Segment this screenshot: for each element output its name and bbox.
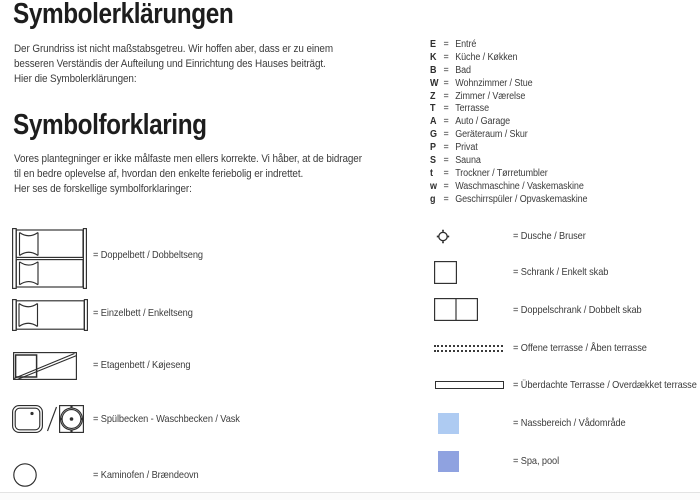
equals-sign: = (443, 180, 449, 192)
cabinet-icon (434, 261, 457, 284)
double-cabinet-icon (434, 298, 478, 321)
symbol-label: = Offene terrasse / Åben terrasse (513, 342, 647, 354)
legend-letter: K (430, 51, 437, 63)
open-terrace-icon (434, 345, 503, 352)
wood-stove-icon (13, 463, 37, 487)
symbol-label: = Überdachte Terrasse / Overdækket terrasse (513, 379, 697, 391)
intro-line: Der Grundriss ist nicht maßstabsgetreu. Wir hoffen aber, dass er zu einem (14, 43, 333, 55)
legend-letter: Z (430, 90, 436, 102)
slash-separator-icon (45, 405, 59, 433)
legend-definition: Küche / Køkken (455, 51, 518, 63)
letter-legend-row (430, 193, 587, 206)
equals-sign: = (443, 77, 449, 89)
wet-area-swatch (438, 413, 459, 434)
legend-letter: E (430, 38, 437, 50)
intro-line: besseren Verständis der Aufteilung und Einrichtung des Hauses beiträgt. (14, 58, 326, 70)
page-title-danish: Symbolforklaring (13, 109, 207, 141)
equals-sign: = (443, 142, 449, 154)
legend-definition: Zimmer / Værelse (455, 90, 526, 102)
symbol-label: = Kaminofen / Brændeovn (93, 469, 199, 481)
letter-legend-row (430, 51, 587, 64)
letter-legend-row (430, 77, 587, 90)
symbol-label: = Dusche / Bruser (513, 230, 586, 242)
legend-definition: Geschirrspüler / Opvaskemaskine (455, 193, 588, 205)
legend-definition: Sauna (455, 154, 481, 166)
letter-legend-row (430, 38, 587, 51)
legend-definition: Geräteraum / Skur (455, 129, 528, 141)
legend-letter: T (430, 103, 436, 115)
letter-legend-row (430, 90, 587, 103)
legend-definition: Waschmaschine / Vaskemaskine (455, 180, 584, 192)
intro-line: Vores plantegninger er ikke målfaste men ellers korrekte. Vi håber, at de bidrager (14, 153, 362, 165)
sink-oval-icon (12, 405, 43, 433)
shower-icon (436, 229, 450, 244)
legend-letter: t (430, 167, 434, 179)
equals-sign: = (443, 90, 449, 102)
symbol-label: = Schrank / Enkelt skab (513, 266, 609, 278)
letter-legend-row (430, 154, 587, 167)
legend-letter: g (430, 193, 436, 205)
letter-legend-row (430, 167, 587, 180)
equals-sign: = (443, 129, 449, 141)
intro-german (14, 42, 368, 87)
equals-sign: = (443, 154, 449, 166)
legend-definition: Auto / Garage (455, 116, 511, 128)
legend-letter: S (430, 154, 437, 166)
symbol-label: = Nassbereich / Vådområde (513, 417, 626, 429)
intro-line: Her ses de forskellige symbolforklaringer: (14, 183, 192, 195)
equals-sign: = (443, 51, 449, 63)
covered-terrace-icon (435, 381, 504, 389)
letter-legend (430, 38, 605, 206)
letter-legend-row (430, 64, 587, 77)
spa-pool-swatch (438, 451, 459, 472)
letter-legend-row (430, 115, 587, 128)
symbol-label: = Doppelbett / Dobbeltseng (93, 249, 203, 261)
equals-sign: = (443, 103, 449, 115)
symbol-label: = Doppelschrank / Dobbelt skab (513, 304, 642, 316)
bunk-bed-icon (13, 352, 77, 380)
legend-letter: B (430, 64, 437, 76)
legend-letter: A (430, 116, 437, 128)
legend-letter: w (430, 180, 438, 192)
letter-legend-row (430, 141, 587, 154)
legend-definition: Trockner / Tørretumbler (455, 167, 548, 179)
symbol-label: = Spülbecken - Waschbecken / Vask (93, 413, 240, 425)
letter-legend-row (430, 102, 587, 115)
legend-definition: Wohnzimmer / Stue (455, 77, 533, 89)
single-bed-icon (12, 299, 88, 331)
legend-letter: P (430, 142, 437, 154)
bottom-strip (0, 493, 700, 500)
equals-sign: = (443, 116, 449, 128)
letter-legend-row (430, 180, 587, 193)
legend-definition: Privat (455, 142, 478, 154)
legend-letter: W (430, 77, 439, 89)
symbol-label: = Etagenbett / Køjeseng (93, 359, 191, 371)
legend-definition: Bad (455, 64, 471, 76)
page-title-german: Symbolerklärungen (13, 0, 234, 30)
double-bed-icon (12, 228, 87, 289)
letter-legend-row (430, 128, 587, 141)
legend-definition: Entré (455, 38, 477, 50)
equals-sign: = (443, 64, 449, 76)
symbol-label: = Einzelbett / Enkeltseng (93, 307, 193, 319)
equals-sign: = (443, 167, 449, 179)
equals-sign: = (443, 38, 449, 50)
intro-line: Hier die Symbolerklärungen: (14, 73, 137, 85)
sink-round-icon (59, 405, 84, 433)
symbol-label: = Spa, pool (513, 455, 560, 467)
intro-line: til en bedre oplevelse af, hvordan den enkelte feriebolig er indrettet. (14, 168, 304, 180)
intro-danish (14, 152, 401, 197)
legend-definition: Terrasse (455, 103, 489, 115)
equals-sign: = (443, 193, 449, 205)
legend-letter: G (430, 129, 438, 141)
